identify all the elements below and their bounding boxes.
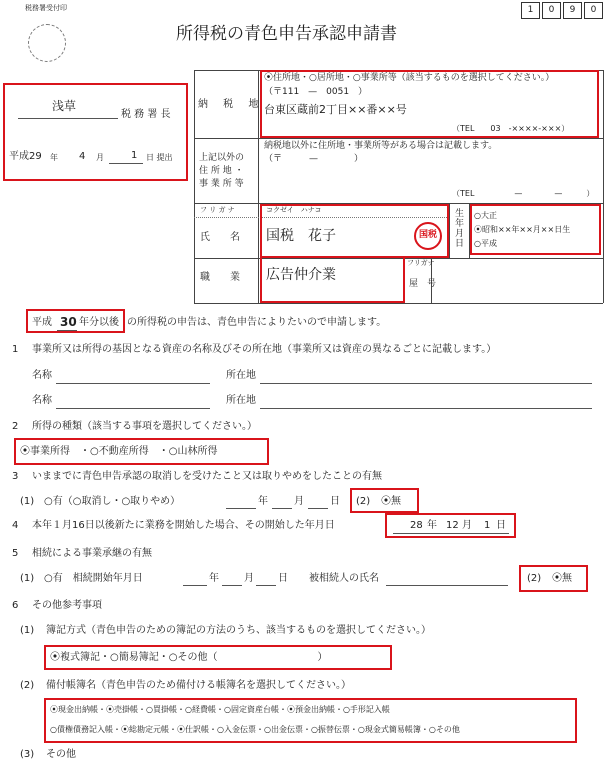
name-value[interactable]: 国税 花子 [266,228,336,244]
stamp-circle [28,24,66,62]
shop-label: 屋 号 [409,279,437,289]
s5-highlight [519,565,588,592]
s5-year-line [183,585,207,586]
s6-books-row-1[interactable]: ⦿現金出納帳・⦿売掛帳・○買掛帳・○経費帳・○固定資産台帳・⦿預金出納帳・○手形記入帳 [50,705,390,714]
s2-num: 2 [12,421,19,432]
s4-day-unit: 日 [496,520,506,531]
grid-line [194,303,603,304]
s3-opt1[interactable]: ○有（○取消し・○取りやめ） [44,496,181,507]
s5-opt1-num: (1) [20,573,35,584]
s6-sub1-num: (1) [20,625,35,636]
s5-year-unit: 年 [209,573,219,584]
s1-name-line-1 [56,383,210,384]
form-code-digit: 0 [584,2,603,19]
s5-opt2[interactable]: ⦿無 [552,573,572,584]
date-year-unit: 年 [50,153,58,162]
s5-month-line [222,585,242,586]
address-tel[interactable]: （TEL 03 -××××-×××） [452,124,570,133]
furigana-label: フ リ ガ ナ [200,206,235,214]
s1-loc-label: 所在地 [226,370,256,381]
shop-furigana-label: フリガナ [407,259,435,267]
stamp-label: 税務署受付印 [25,4,67,12]
grid-line [194,70,195,303]
s4-year[interactable]: 28 [410,520,423,531]
form-code-digit: 0 [542,2,561,19]
address-highlight [260,70,599,138]
address-options[interactable]: ⦿住所地・○居所地・○事業所等（該当するものを選択してください。） [264,73,555,83]
s1-name-label: 名称 [32,370,52,381]
alt-address-postal[interactable]: （〒 — ） [264,154,364,164]
s6-sub1-text: 簿記方式（青色申告のための簿記の方法のうち、該当するものを選択してください。） [46,625,431,636]
s1-name-label-2: 名称 [32,395,52,406]
s5-num: 5 [12,548,19,559]
s3-opt2[interactable]: ⦿無 [381,496,401,507]
s5-day-unit: 日 [278,573,288,584]
address-postal[interactable]: （〒111 — 0051 ） [264,87,368,97]
s6-books-row-2[interactable]: ○債権債務記入帳・⦿総勘定元帳・⦿仕訳帳・○入金伝票・○出金伝票・○振替伝票・○現金式簡易帳簿・○その他 [50,725,460,734]
office-name[interactable]: 浅草 [52,99,77,113]
birth-option-taisho[interactable]: ○大正 [474,211,497,220]
intro-text: の所得税の申告は、青色申告によりたいので申請します。 [127,317,387,328]
s3-month-line [272,508,292,509]
s3-day-line [308,508,328,509]
s4-day[interactable]: 1 [484,520,491,531]
s1-text: 事業所又は所得の基因となる資産の名称及びその所在地（事業所又は資産の異なるごとに記載します。） [32,344,497,355]
birth-label: 生年月日 [455,209,465,249]
s6-sub2-text: 備付帳簿名（青色申告のため備付ける帳簿名を選択してください。） [46,680,351,691]
name-label: 氏 名 [200,232,240,243]
intro-rest: 年分以後 [79,317,119,328]
s1-loc-line-2 [260,408,592,409]
intro-highlight [26,309,125,333]
s4-highlight [385,513,516,538]
furigana-value[interactable]: コクゼイ ハナコ [266,206,322,214]
address-label: 納 税 地 [198,99,265,110]
grid-line [449,203,450,258]
page-title: 所得税の青色申告承認申請書 [176,24,397,44]
s6-num: 6 [12,600,19,611]
date-day[interactable]: 1 [131,150,138,161]
s4-text: 本年１月16日以後新たに業務を開始した場合、その開始した年月日 [32,520,335,531]
alt-label-2: 住 所 地 ・ [199,166,244,176]
date-era[interactable]: 平成29 [9,151,42,162]
s5-heir-label: 被相続人の氏名 [309,573,379,584]
s6-sub2-num: (2) [20,680,35,691]
date-day-unit: 日 提出 [146,153,173,162]
alt-address-tel[interactable]: （TEL — — ） [452,189,595,198]
s4-month[interactable]: 12 [446,520,459,531]
office-suffix: 税 務 署 長 [121,109,171,120]
grid-line [603,70,604,303]
s5-opt2-num: (2) [527,573,542,584]
s3-month-unit: 月 [294,496,304,507]
s6-sub3-text: その他 [46,749,76,760]
s3-opt1-num: (1) [20,496,35,507]
s3-num: 3 [12,471,19,482]
s4-month-unit: 月 [462,520,472,531]
s6-sub3-num: (3) [20,749,35,760]
s6-books-highlight [44,698,577,743]
birth-highlight [470,204,601,255]
office-date-highlight [3,83,188,181]
birth-option-showa[interactable]: ⦿昭和××年××月××日生 [474,225,571,234]
s6-text: その他参考事項 [32,600,102,611]
job-highlight [260,256,405,303]
job-value[interactable]: 広告仲介業 [266,267,336,283]
seal-text: 国税 [419,230,438,240]
form-code-digit: 1 [521,2,540,19]
job-label: 職 業 [200,272,240,283]
form-code-digit: 9 [563,2,582,19]
date-month[interactable]: 4 [79,151,86,162]
s2-highlight [14,438,269,465]
s5-heir-line [386,585,508,586]
s5-opt1[interactable]: ○有 相続開始年月日 [44,573,143,584]
s1-name-line-2 [56,408,210,409]
intro-year[interactable]: 30 [60,315,77,329]
s3-year-line [226,508,256,509]
s3-year-unit: 年 [258,496,268,507]
s6-sub1-options[interactable]: ⦿複式簿記・○簡易簿記・○その他（ ） [50,652,328,663]
s4-num: 4 [12,520,19,531]
s2-options[interactable]: ⦿事業所得 ・○不動産所得 ・○山林所得 [20,446,218,457]
s1-loc-label-2: 所在地 [226,395,256,406]
alt-label-3: 事 業 所 等 [199,179,244,189]
s3-day-unit: 日 [330,496,340,507]
s5-text: 相続による事業承継の有無 [32,548,152,559]
intro-era: 平成 [32,317,52,328]
s1-num: 1 [12,344,19,355]
s5-month-unit: 月 [244,573,254,584]
s2-text: 所得の種類（該当する事項を選択してください。） [32,421,257,432]
s5-day-line [256,585,276,586]
alt-label-1: 上記以外の [199,153,245,163]
s3-text: いままでに青色申告承認の取消しを受けたこと又は取りやめをしたことの有無 [32,471,382,482]
grid-line [194,138,603,139]
date-month-unit: 月 [96,153,104,162]
birth-option-heisei[interactable]: ○平成 [474,239,497,248]
s3-highlight [350,488,419,513]
s1-loc-line-1 [260,383,592,384]
address-value[interactable]: 台東区蔵前2丁目××番××号 [264,103,407,116]
s4-year-unit: 年 [427,520,437,531]
s6-sub1-highlight [44,645,392,670]
s3-opt2-num: (2) [356,496,371,507]
alt-address-note: 納税地以外に住所地・事業所等がある場合は記載します。 [264,141,498,151]
